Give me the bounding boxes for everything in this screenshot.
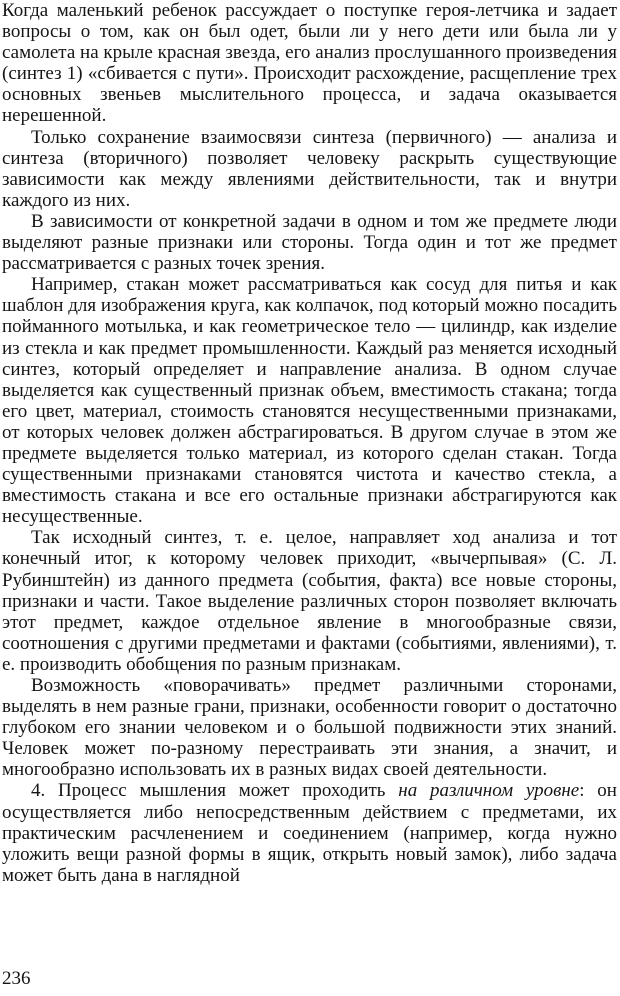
paragraph-6: Возможность «поворачивать» предмет различными сторонами, выделять в нем разные грани, признаки, особенности говорит о достаточно глубоком его знании человеком и о большой подвижности этих знаний. Человек может по-разному перестраивать эти знания, а значит, и многообразно использовать их в разных видах своей деятельности.	[2, 675, 617, 781]
paragraph-7-lead: 4. Процесс мышления может проходить	[31, 780, 399, 802]
page-body	[2, 0, 617, 886]
paragraph-4: Например, стакан может рассматриваться как сосуд для питья и как шаблон для изображения круга, как колпачок, под который можно посадить пойманного мотылька, и как геометрическое тело — цилиндр, как изделие из стекла и как предмет промышленности. Каждый раз меняется исходный синтез, который определяет и направление анализа. В одном случае выделяется как существенный признак объем, вместимость стакана; тогда его цвет, материал, стоимость становятся несущественными признаками, от которых человек должен абстрагироваться. В другом случае в этом же предмете выделяется только материал, из которого сделан стакан. Тогда существенными признаками становятся чистота и качество стекла, а вместимость стакана и все его остальные признаки абстрагируются как несущественные.	[2, 274, 617, 528]
page-number: 236	[2, 968, 31, 989]
paragraph-2: Только сохранение взаимосвязи синтеза (первичного) — анализа и синтеза (вторичного) позволяет человеку раскрыть существующие зависимости как между явлениями действительности, так и внутри каждого из них.	[2, 126, 617, 211]
paragraph-7-tail: : он осуществляется либо непосредственным действием с предметами, их практическим расчленением и соединением (например, когда нужно уложить вещи разной формы в ящик, открыть новый замок), либо задача может быть дана в наглядной	[2, 780, 617, 886]
paragraph-3: В зависимости от конкретной задачи в одном и том же предмете люди выделяют разные признаки или стороны. Тогда один и тот же предмет рассматривается с разных точек зрения.	[2, 210, 617, 275]
paragraph-5: Так исходный синтез, т. е. целое, направляет ход анализа и тот конечный итог, к которому человек приходит, «вычерпывая» (С. Л. Рубинштейн) из данного предмета (события, факта) все новые стороны, признаки и части. Такое выделение различных сторон позволяет включать этот предмет, каждое отдельное явление в многообразные связи, соотношения с другими предметами и фактами (событиями, явлениями), т. е. производить обобщения по разным признакам.	[2, 527, 617, 675]
paragraph-1: Когда маленький ребенок рассуждает о поступке героя-летчика и задает вопросы о том, как он был одет, были ли у него дети или была ли у самолета на крыле красная звезда, его анализ прослушанного произведения (синтез 1) «сбивается с пути». Происходит расхождение, расщепление трех основных звеньев мыслительного процесса, и задача оказывается нерешенной.	[2, 0, 617, 127]
paragraph-7-emphasis: на различном уровне	[398, 780, 580, 802]
paragraph-7	[2, 780, 617, 885]
